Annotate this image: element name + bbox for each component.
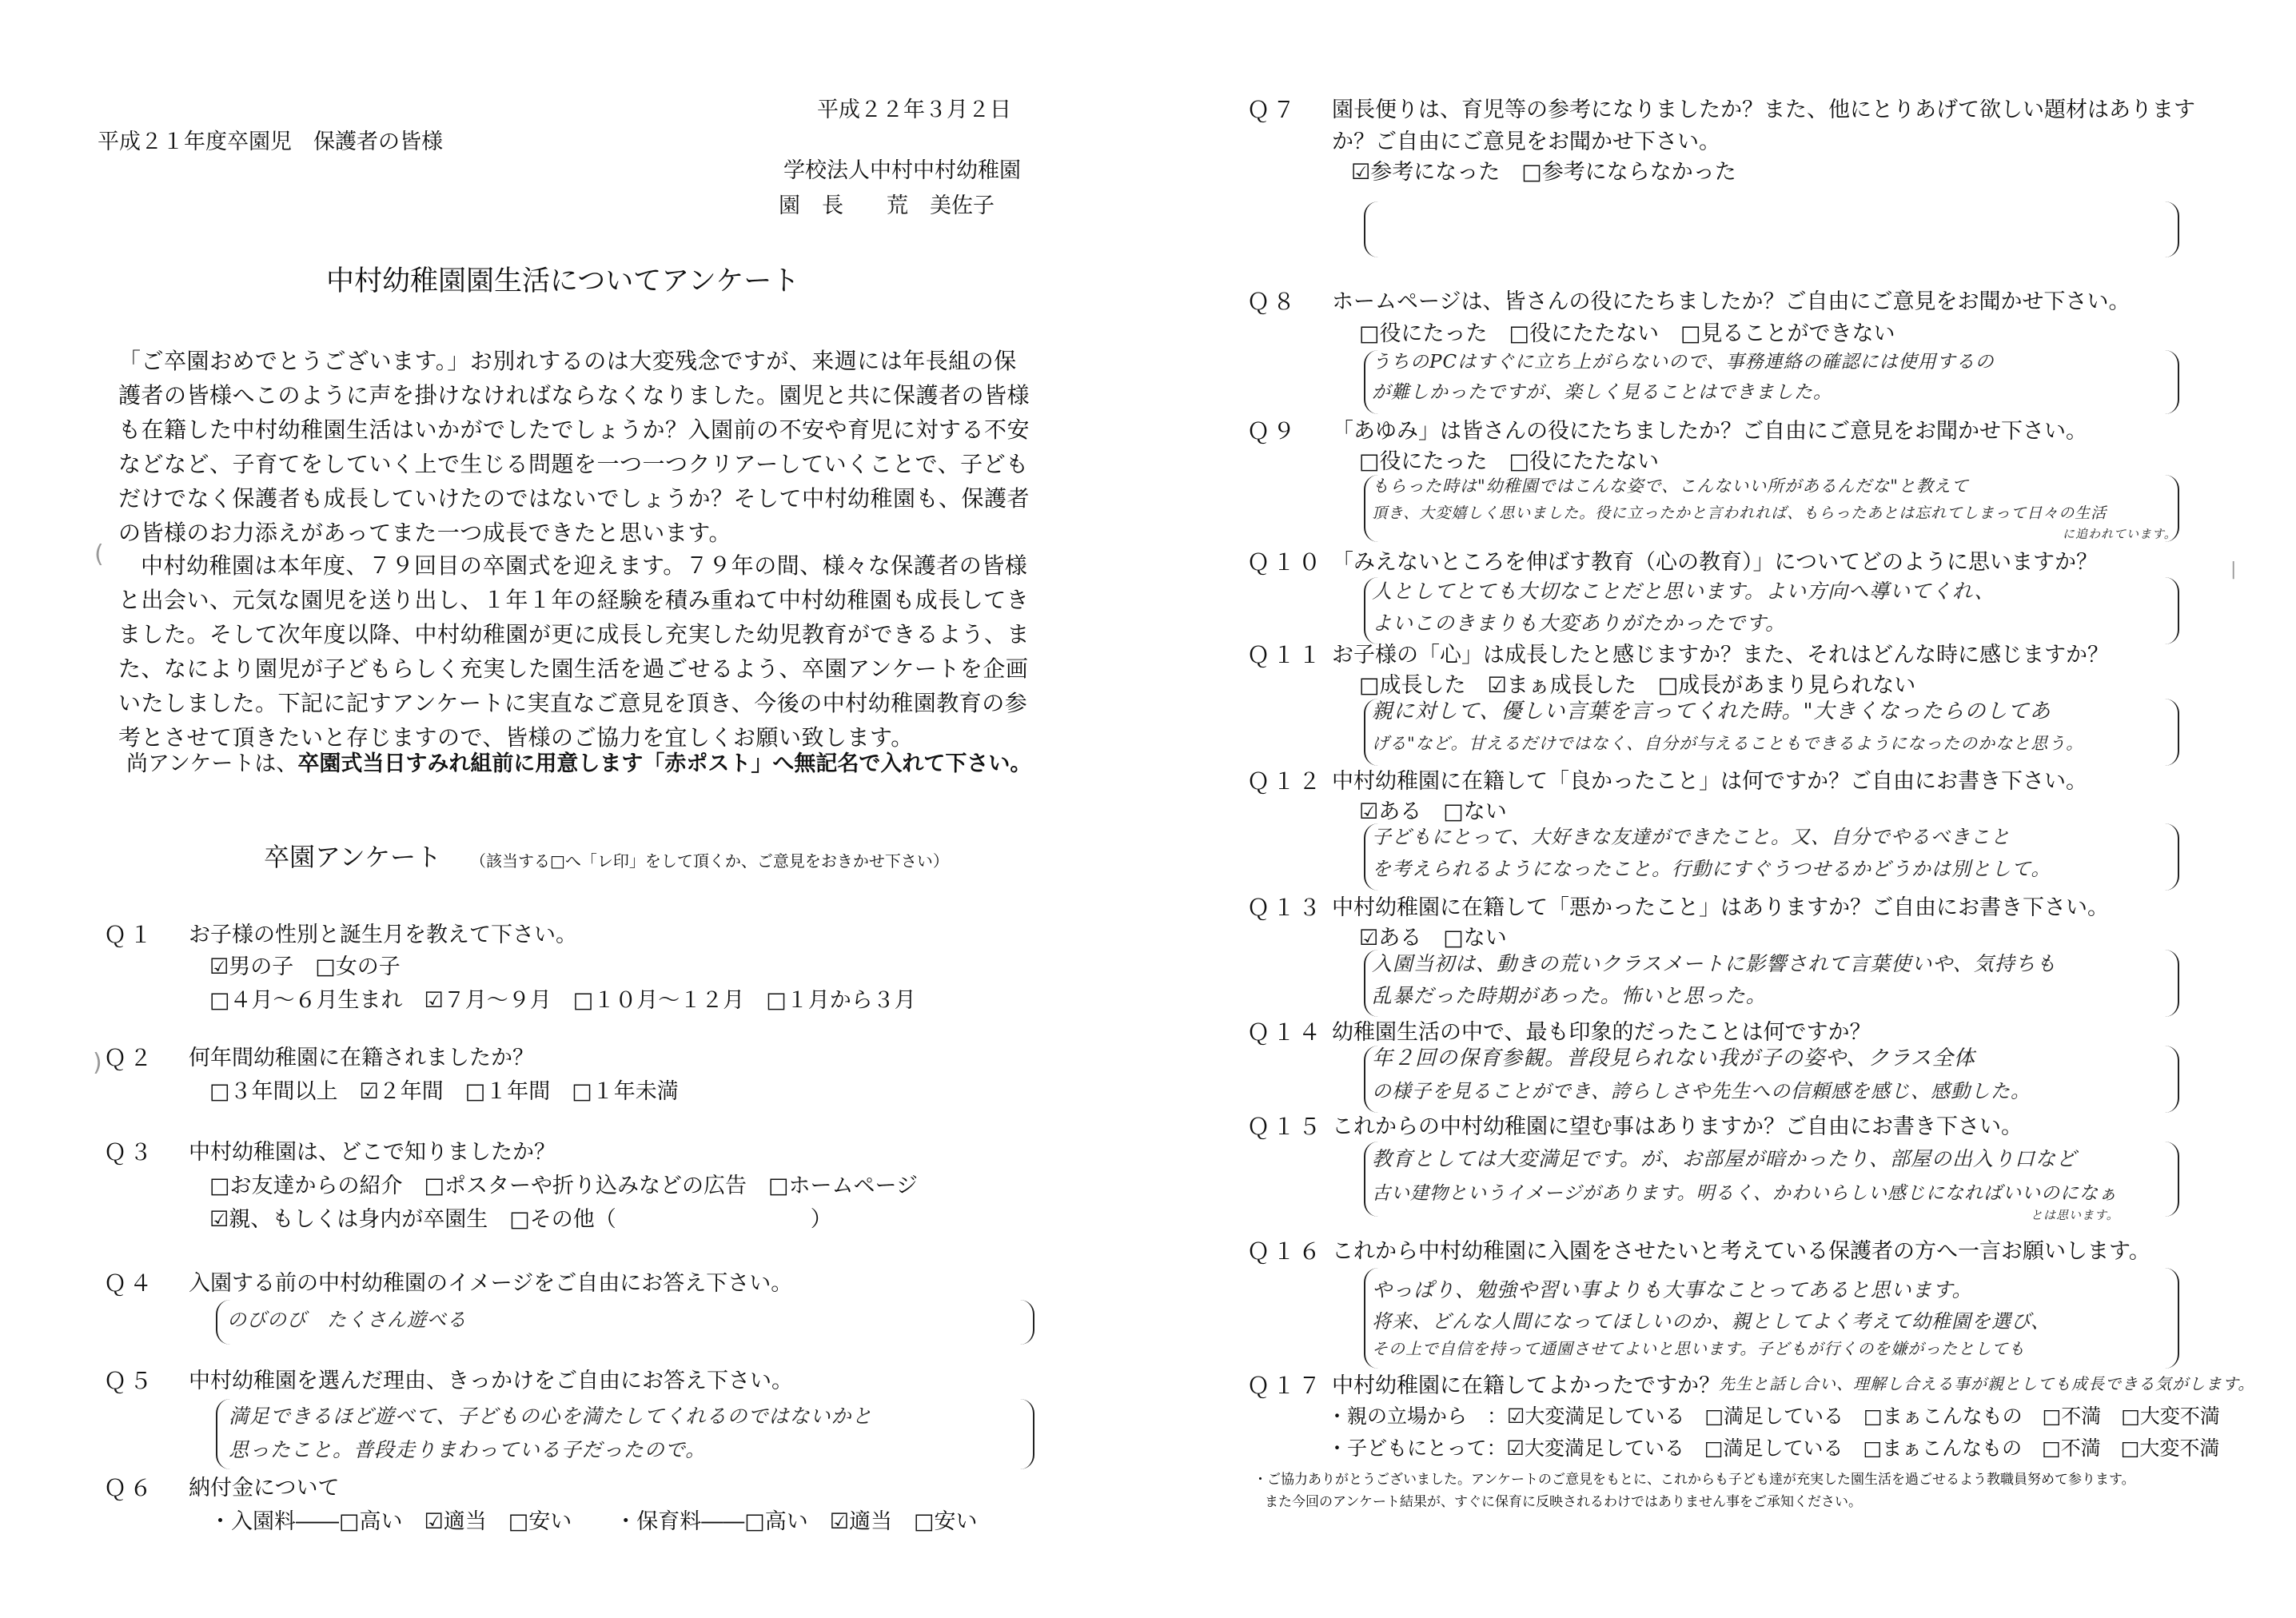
option-row: □成長した ☑まぁ成長した □成長があまり見られない bbox=[1359, 673, 1916, 698]
handwritten-answer: のびのび たくさん遊べる bbox=[227, 1309, 467, 1331]
handwritten-answer: もらった時は"幼稚園ではこんな姿で、こんないい所があるんだな"と教えて bbox=[1372, 476, 1969, 496]
question-text: ホームページは、皆さんの役にたちましたか？ご自由にご意見をお聞かせ下さい。 bbox=[1332, 289, 2131, 314]
question-number: Ｑ５ bbox=[104, 1368, 156, 1394]
scan-speck: ( bbox=[94, 540, 104, 568]
option-row: ☑男の子 □女の子 bbox=[209, 954, 401, 979]
option-row: ・親の立場から ：☑大変満足している □満足している □まぁこんなもの □不満 □大変不満 bbox=[1327, 1405, 2220, 1428]
option-row: ・子どもにとって：☑大変満足している □満足している □まぁこんなもの □不満 □大変不満 bbox=[1327, 1437, 2220, 1460]
question-number: Ｑ１２ bbox=[1247, 768, 1325, 795]
question-text: 中村幼稚園を選んだ理由、きっかけをご自由にお答え下さい。 bbox=[189, 1369, 793, 1393]
answer-box bbox=[1364, 201, 2179, 257]
question-text: か？ご自由にご意見をお聞かせ下さい。 bbox=[1332, 130, 1720, 154]
handwritten-answer: その上で自信を持って通園させてよいと思います。子どもが行くのを嫌がったとしても bbox=[1372, 1339, 2026, 1358]
question-number: Ｑ１３ bbox=[1247, 895, 1325, 921]
question-number: Ｑ８ bbox=[1247, 289, 1299, 315]
handwritten-answer: よいこのきまりも大変ありがたかったです。 bbox=[1372, 612, 1787, 635]
option-row: ☑ある □ない bbox=[1359, 799, 1507, 824]
handwritten-answer: やっぱり、勉強や習い事よりも大事なことってあると思います。 bbox=[1372, 1278, 1973, 1301]
question-text: 何年間幼稚園に在籍されましたか？ bbox=[189, 1046, 534, 1070]
handwritten-answer: 乱暴だった時期があった。怖いと思った。 bbox=[1372, 984, 1767, 1007]
option-row: ☑親、もしくは身内が卒園生 □その他（ ） bbox=[209, 1207, 832, 1232]
question-number: Ｑ４ bbox=[104, 1270, 156, 1297]
handwritten-answer: の様子を見ることができ、誇らしさや先生への信頼感を感じ、感動した。 bbox=[1372, 1080, 2031, 1102]
scan-speck: | bbox=[2230, 560, 2237, 580]
option-row: ☑ある □ない bbox=[1359, 926, 1507, 950]
recipient-line: 平成２１年度卒園児 保護者の皆様 bbox=[98, 130, 443, 154]
question-text: 「みえないところを伸ばす教育（心の教育）」についてどのように思いますか？ bbox=[1332, 550, 2098, 575]
question-number: Ｑ２ bbox=[104, 1045, 156, 1071]
option-row: ・入園料――□高い ☑適当 □安い ・保育料――□高い ☑適当 □安い bbox=[209, 1509, 978, 1534]
question-text: これから中村幼稚園に入園をさせたいと考えている保護者の方へ一言お願いします。 bbox=[1332, 1239, 2151, 1264]
handwritten-answer: 入園当初は、動きの荒いクラスメートに影響されて言葉使いや、気持ちも bbox=[1372, 952, 2057, 975]
question-number: Ｑ７ bbox=[1247, 97, 1299, 123]
question-number: Ｑ１６ bbox=[1247, 1238, 1325, 1265]
handwritten-answer: 将来、どんな人間になってほしいのか、親としてよく考えて幼稚園を選び、 bbox=[1372, 1310, 2051, 1333]
question-text: 中村幼稚園に在籍して「悪かったこと」はありますか？ご自由にお書き下さい。 bbox=[1332, 895, 2109, 920]
survey-hint: （該当する□へ「レ印」をして頂くか、ご意見をおきかせ下さい） bbox=[470, 851, 949, 871]
survey-title: 卒園アンケート bbox=[264, 842, 442, 872]
question-number: Ｑ１ bbox=[104, 922, 156, 948]
handwritten-answer: に追われています。 bbox=[2063, 527, 2177, 541]
option-row: □役にたった □役にたたない □見ることができない bbox=[1359, 321, 1895, 346]
question-number: Ｑ６ bbox=[104, 1475, 156, 1501]
handwritten-answer: 親に対して、優しい言葉を言ってくれた時。"大きくなったらのしてあ bbox=[1372, 699, 2051, 723]
handwritten-answer: を考えられるようになったこと。行動にすぐうつせるかどうかは別として。 bbox=[1372, 858, 2051, 880]
handwritten-answer: 年２回の保育参観。普段見られない我が子の姿や、クラス全体 bbox=[1372, 1046, 1975, 1070]
handwritten-answer: とは思います。 bbox=[2031, 1208, 2119, 1222]
principal-name: 園 長 荒 美佐子 bbox=[779, 193, 995, 218]
question-text: 中村幼稚園に在籍してよかったですか？ bbox=[1332, 1373, 1720, 1398]
question-number: Ｑ９ bbox=[1247, 418, 1299, 444]
question-text: 入園する前の中村幼稚園のイメージをご自由にお答え下さい。 bbox=[189, 1271, 793, 1296]
question-number: Ｑ１４ bbox=[1247, 1019, 1325, 1046]
option-row: □４月～６月生まれ ☑７月～９月 □１０月～１２月 □１月から３月 bbox=[209, 988, 916, 1013]
handwritten-answer: 子どもにとって、大好きな友達ができたこと。又、自分でやるべきこと bbox=[1372, 826, 2011, 848]
handwritten-answer: 教育としては大変満足です。が、お部屋が暗かったり、部屋の出入り口など bbox=[1372, 1147, 2078, 1170]
question-text: お子様の「心」は成長したと感じますか？また、それはどんな時に感じますか？ bbox=[1332, 643, 2109, 668]
option-row: □お友達からの紹介 □ポスターや折り込みなどの広告 □ホームページ bbox=[209, 1174, 918, 1198]
handwritten-answer: うちのPCはすぐに立ち上がらないので、事務連絡の確認には使用するの bbox=[1372, 352, 1995, 373]
submission-note bbox=[126, 751, 1031, 776]
intro-paragraph-2: 中村幼稚園は本年度、７９回目の卒園式を迎えます。７９年の間、様々な保護者の皆様と出会い、元気な園児を送り出し、１年１年の経験を積み重ねて中村幼稚園も成長してきました。そして次年度以降、中村幼稚園が更に成長し充実した幼児教育ができるよう、また、なにより園児が子どもらしく充実した園生活を過ごせるよう、卒園アンケートを企画いたしました。下記に記すアンケートに実直なご意見を頂き、今後の中村幼稚園教育の参考とさせて頂きたいと存じますので、皆様のご協力を宜しくお願い致します。 bbox=[118, 552, 1030, 751]
question-text: 「あゆみ」は皆さんの役にたちましたか？ご自由にご意見をお聞かせ下さい。 bbox=[1332, 419, 2087, 444]
page-title: 中村幼稚園園生活についてアンケート bbox=[326, 265, 800, 297]
handwritten-answer: 思ったこと。普段走りまわっている子だったので。 bbox=[229, 1438, 707, 1461]
submission-note-prefix: 尚アンケートは、 bbox=[126, 751, 298, 776]
question-text: お子様の性別と誕生月を教えて下さい。 bbox=[189, 923, 577, 947]
scan-speck: ) bbox=[93, 1049, 102, 1077]
question-number: Ｑ３ bbox=[104, 1139, 156, 1166]
question-number: Ｑ１０ bbox=[1247, 549, 1325, 576]
question-number: Ｑ１７ bbox=[1247, 1373, 1325, 1399]
option-row: ☑参考になった □参考にならなかった bbox=[1351, 160, 1736, 185]
handwritten-answer: 満足できるほど遊べて、子どもの心を満たしてくれるのではないかと bbox=[229, 1405, 873, 1428]
handwritten-answer: 頂き、大変嬉しく思いました。役に立ったかと言われれば、もらったあとは忘れてしまって日々の生活 bbox=[1372, 504, 2107, 522]
question-text: 納付金について bbox=[189, 1476, 340, 1500]
option-row: □３年間以上 ☑２年間 □１年間 □１年未満 bbox=[209, 1079, 679, 1104]
option-row: □役にたった □役にたたない bbox=[1359, 449, 1660, 474]
submission-note-emphasis: 卒園式当日すみれ組前に用意します「赤ポスト」へ無記名で入れて下さい。 bbox=[297, 751, 1032, 776]
question-text: 園長便りは、育児等の参考になりましたか？また、他にとりあげて欲しい題材はあります bbox=[1332, 98, 2195, 122]
footer-note: また今回のアンケート結果が、すぐに保育に反映されるわけではありません事をご承知ください。 bbox=[1265, 1494, 1862, 1510]
question-text: 中村幼稚園に在籍して「良かったこと」は何ですか？ご自由にお書き下さい。 bbox=[1332, 769, 2087, 794]
question-number: Ｑ１１ bbox=[1247, 642, 1325, 668]
document-date: 平成２２年３月２日 bbox=[817, 98, 1011, 122]
intro-paragraph-1: 「ご卒園おめでとうございます。」お別れするのは大変残念ですが、来週には年長組の保護者の皆様へこのように声を掛けなければならなくなりました。園児と共に保護者の皆様も在籍した中村幼稚園生活はいかがでしたでしょうか？入園前の不安や育児に対する不安などなど、子育てをしていく上で生じる問題を一つ一つクリアーしていくことで、子どもだけでなく保護者も成長していけたのではないでしょうか？そして中村幼稚園も、保護者の皆様のお力添えがあってまた一つ成長できたと思います。 bbox=[118, 348, 1030, 546]
handwritten-answer: 古い建物というイメージがあります。明るく、かわいらしい感じになればいいのになぁ bbox=[1372, 1183, 2119, 1204]
handwritten-answer: が難しかったですが、楽しく見ることはできました。 bbox=[1372, 382, 1832, 403]
school-name: 学校法人中村中村幼稚園 bbox=[783, 158, 1021, 183]
footer-note: ・ご協力ありがとうございました。アンケートのご意見をもとに、これからも子ども達が充実した園生活を過ごせるよう教職員努めて参ります。 bbox=[1254, 1472, 2135, 1488]
question-text: これからの中村幼稚園に望む事はありますか？ご自由にお書き下さい。 bbox=[1332, 1114, 2023, 1139]
question-number: Ｑ１５ bbox=[1247, 1114, 1325, 1140]
handwritten-answer: げる"など。甘えるだけではなく、自分が与えることもできるようになったのかなと思う。 bbox=[1372, 734, 2084, 753]
handwritten-note: 先生と話し合い、理解し合える事が親としても成長できる気がします。 bbox=[1719, 1374, 2255, 1393]
handwritten-answer: 人としてとても大切なことだと思います。よい方向へ導いてくれ、 bbox=[1372, 580, 1995, 603]
question-text: 幼稚園生活の中で、最も印象的だったことは何ですか？ bbox=[1332, 1020, 1871, 1045]
question-text: 中村幼稚園は、どこで知りましたか？ bbox=[189, 1140, 556, 1165]
